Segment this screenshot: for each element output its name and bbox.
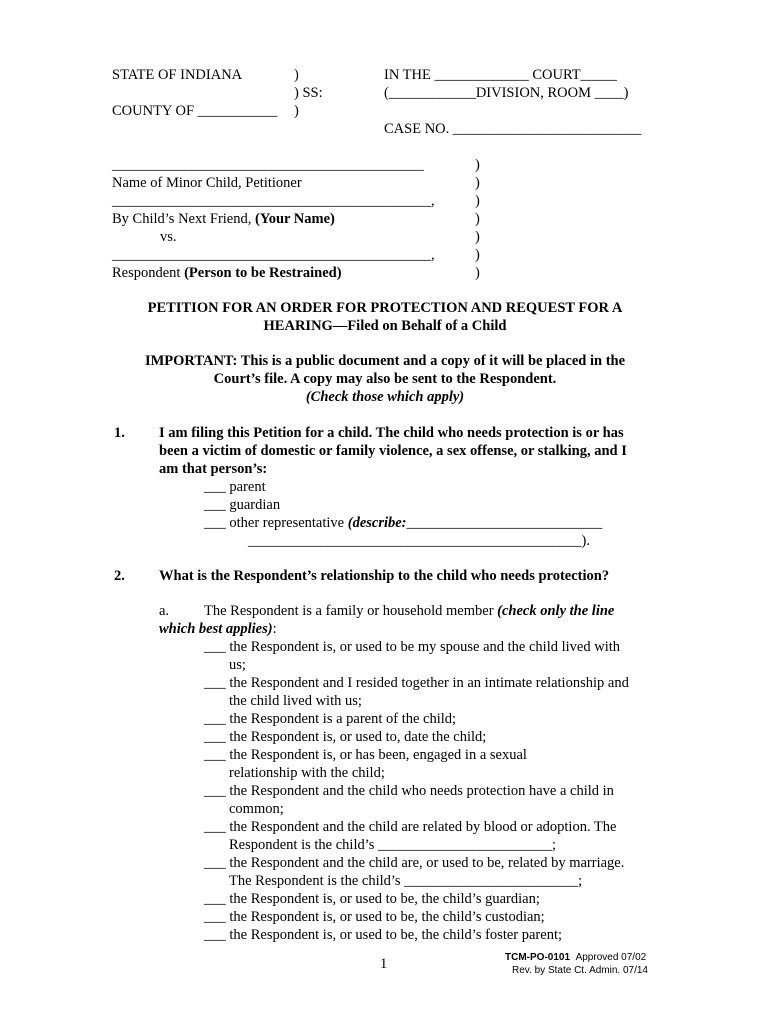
division-line: (____________DIVISION, ROOM ____) bbox=[384, 85, 629, 101]
respondent-blank: ____________________________________________, bbox=[112, 247, 435, 263]
title-line-2: HEARING—Filed on Behalf of a Child bbox=[263, 318, 507, 334]
county-label: COUNTY OF ___________ bbox=[112, 103, 278, 119]
state-label: STATE OF INDIANA bbox=[112, 67, 243, 83]
option-guardian[interactable]: ___ guardian bbox=[204, 497, 281, 513]
party-paren: ) bbox=[475, 193, 480, 209]
next-friend-label: By Child’s Next Friend, (Your Name) bbox=[112, 211, 335, 227]
section-2-number: 2. bbox=[114, 568, 125, 584]
option-blood-adoption-cont[interactable]: Respondent is the child’s ________________________; bbox=[229, 837, 557, 853]
important-notice bbox=[100, 352, 670, 406]
important-line-2: Court’s file. A copy may also be sent to the Respondent. bbox=[213, 371, 557, 387]
party-paren: ) bbox=[475, 265, 480, 281]
form-code: TCM-PO-0101 bbox=[505, 952, 571, 963]
petitioner-label: Name of Minor Child, Petitioner bbox=[112, 175, 302, 191]
case-number-line: CASE NO. __________________________ bbox=[384, 121, 642, 137]
title-line-1: PETITION FOR AN ORDER FOR PROTECTION AND REQUEST FOR A bbox=[147, 300, 623, 316]
subsection-a-text-cont: which best applies): bbox=[159, 621, 277, 637]
section-2-question: What is the Respondent’s relationship to the child who needs protection? bbox=[159, 568, 610, 584]
petitioner-blank: ___________________________________________ bbox=[112, 157, 424, 173]
option-guardian-respondent[interactable]: ___ the Respondent is, or used to be, the child’s guardian; bbox=[204, 891, 540, 907]
form-code-line: TCM-PO-0101 Approved 07/02 bbox=[505, 952, 647, 963]
versus-label: vs. bbox=[160, 229, 177, 245]
option-custodian[interactable]: ___ the Respondent is, or used to be, the child’s custodian; bbox=[204, 909, 545, 925]
respondent-label: Respondent (Person to be Restrained) bbox=[112, 265, 342, 281]
court-line: IN THE _____________ COURT_____ bbox=[384, 67, 617, 83]
option-spouse[interactable]: ___ the Respondent is, or used to be my spouse and the child lived with bbox=[204, 639, 621, 655]
subsection-a-label: a. bbox=[159, 603, 170, 619]
option-sexual-relationship[interactable]: ___ the Respondent is, or has been, engaged in a sexual bbox=[204, 747, 527, 763]
section-1-text: I am filing this Petition for a child. The child who needs protection is or has been a victim of domestic or family violence, a sex offense, or stalking, and I am that person’s: bbox=[159, 425, 627, 477]
option-sexual-relationship-cont: relationship with the child; bbox=[229, 765, 385, 781]
option-dating[interactable]: ___ the Respondent is, or used to, date the child; bbox=[204, 729, 487, 745]
page-number: 1 bbox=[380, 956, 388, 972]
option-spouse-cont: us; bbox=[229, 657, 246, 673]
caption-paren: ) bbox=[294, 67, 299, 83]
party-paren: ) bbox=[475, 229, 480, 245]
option-child-in-common[interactable]: ___ the Respondent and the child who needs protection have a child in bbox=[204, 783, 614, 799]
option-blood-adoption[interactable]: ___ the Respondent and the child are related by blood or adoption. The bbox=[204, 819, 617, 835]
caption-paren: ) bbox=[294, 103, 299, 119]
section-1-number: 1. bbox=[114, 425, 125, 441]
party-paren: ) bbox=[475, 175, 480, 191]
party-paren: ) bbox=[475, 247, 480, 263]
option-parent-of-child[interactable]: ___ the Respondent is a parent of the child; bbox=[204, 711, 457, 727]
other-describe-blank[interactable]: ______________________________________________). bbox=[248, 533, 590, 549]
option-parent[interactable]: ___ parent bbox=[204, 479, 266, 495]
document-title bbox=[100, 299, 670, 335]
option-other-representative[interactable]: ___ other representative (describe:___________________________ bbox=[204, 515, 603, 531]
option-foster-parent[interactable]: ___ the Respondent is, or used to be, the child’s foster parent; bbox=[204, 927, 562, 943]
caption-ss: ) SS: bbox=[294, 85, 323, 101]
party-paren: ) bbox=[475, 211, 480, 227]
subsection-a-text: The Respondent is a family or household member (check only the line bbox=[204, 603, 615, 619]
option-marriage-cont[interactable]: The Respondent is the child’s ________________________; bbox=[229, 873, 583, 889]
option-intimate-relationship-cont: the child lived with us; bbox=[229, 693, 362, 709]
important-line-1: IMPORTANT: This is a public document and a copy of it will be placed in the bbox=[144, 353, 626, 369]
option-marriage[interactable]: ___ the Respondent and the child are, or used to be, related by marriage. bbox=[204, 855, 625, 871]
option-child-in-common-cont: common; bbox=[229, 801, 284, 817]
party-paren: ) bbox=[475, 157, 480, 173]
revision-line: Rev. by State Ct. Admin. 07/14 bbox=[512, 965, 648, 976]
option-intimate-relationship[interactable]: ___ the Respondent and I resided together in an intimate relationship and bbox=[204, 675, 629, 691]
next-friend-blank: ____________________________________________, bbox=[112, 193, 435, 209]
check-instruction: (Check those which apply) bbox=[305, 389, 465, 405]
